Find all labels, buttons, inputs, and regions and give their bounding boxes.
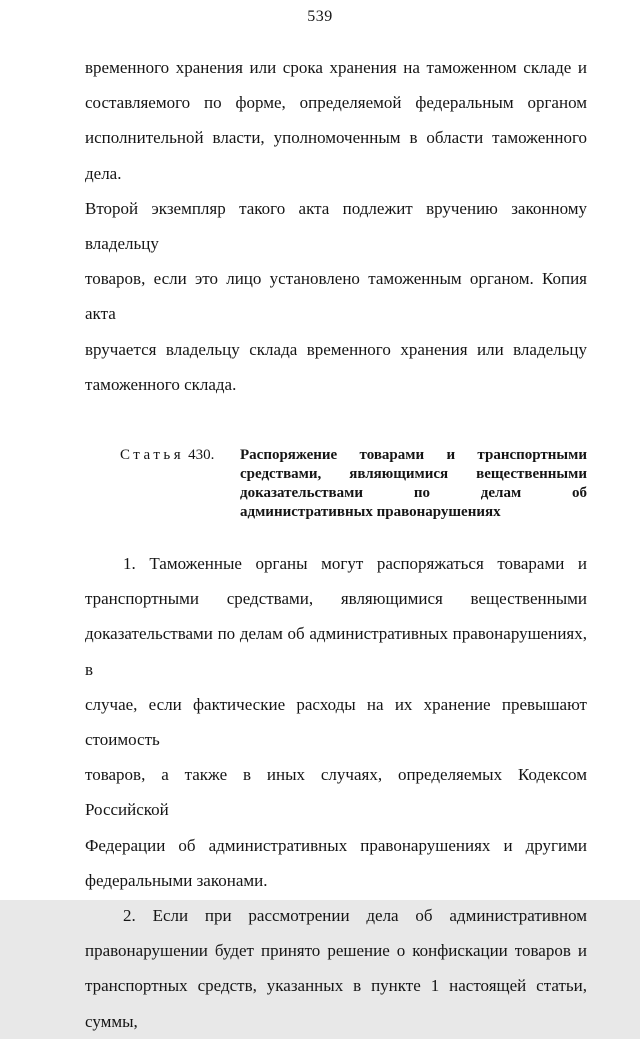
paragraph-continuation — [85, 50, 587, 402]
text-line: случае, если фактические расходы на их хранение превышают стоимость — [85, 694, 587, 750]
text-line: временного хранения или срока хранения на таможенном складе и — [85, 58, 587, 77]
article-title — [240, 446, 587, 522]
text-line: Федерации об административных правонарушениях и другими — [85, 835, 587, 855]
page-number: 539 — [307, 8, 333, 25]
article-label — [120, 446, 240, 522]
page-body — [85, 0, 587, 1039]
text-line: федеральными законами. — [85, 870, 268, 890]
text-line: вручается владельцу склада временного хранения или владельцу — [85, 339, 587, 359]
text-line: таможенного склада. — [85, 374, 237, 394]
text-line: 1. Таможенные органы могут распоряжаться товарами и — [123, 554, 587, 574]
text-line: 2. Если при рассмотрении дела об административном — [123, 906, 587, 926]
paragraph-1 — [85, 546, 587, 898]
article-label-word: Статья — [120, 447, 185, 464]
article-title-line: средствами, являющимися вещественными — [240, 466, 587, 483]
text-line: транспортных средств, указанных в пункте 1 настоящей статьи, суммы, — [85, 976, 587, 1031]
text-line: транспортными средствами, являющимися вещественными — [85, 589, 587, 609]
paragraph-2 — [85, 898, 587, 1039]
text-line: правонарушении будет принято решение о конфискации товаров и — [85, 941, 587, 961]
text-line: Второй экземпляр такого акта подлежит вручению законному владельцу — [85, 198, 587, 254]
article-title-line: Распоряжение товарами и транспортными — [240, 447, 587, 464]
article-label-number: 430. — [188, 447, 215, 464]
article-title-line: административных правонарушениях — [240, 504, 501, 521]
text-line: товаров, если это лицо установлено таможенным органом. Копия акта — [85, 269, 587, 324]
text-line: товаров, а также в иных случаях, определяемых Кодексом Российской — [85, 765, 587, 820]
article-heading — [85, 446, 587, 522]
text-line: исполнительной власти, уполномоченным в области таможенного дела. — [85, 128, 587, 183]
article-title-line: доказательствами по делам об — [240, 485, 587, 502]
text-line: доказательствами по делам об административных правонарушениях, в — [85, 624, 587, 679]
text-line: составляемого по форме, определяемой федеральным органом — [85, 93, 587, 113]
